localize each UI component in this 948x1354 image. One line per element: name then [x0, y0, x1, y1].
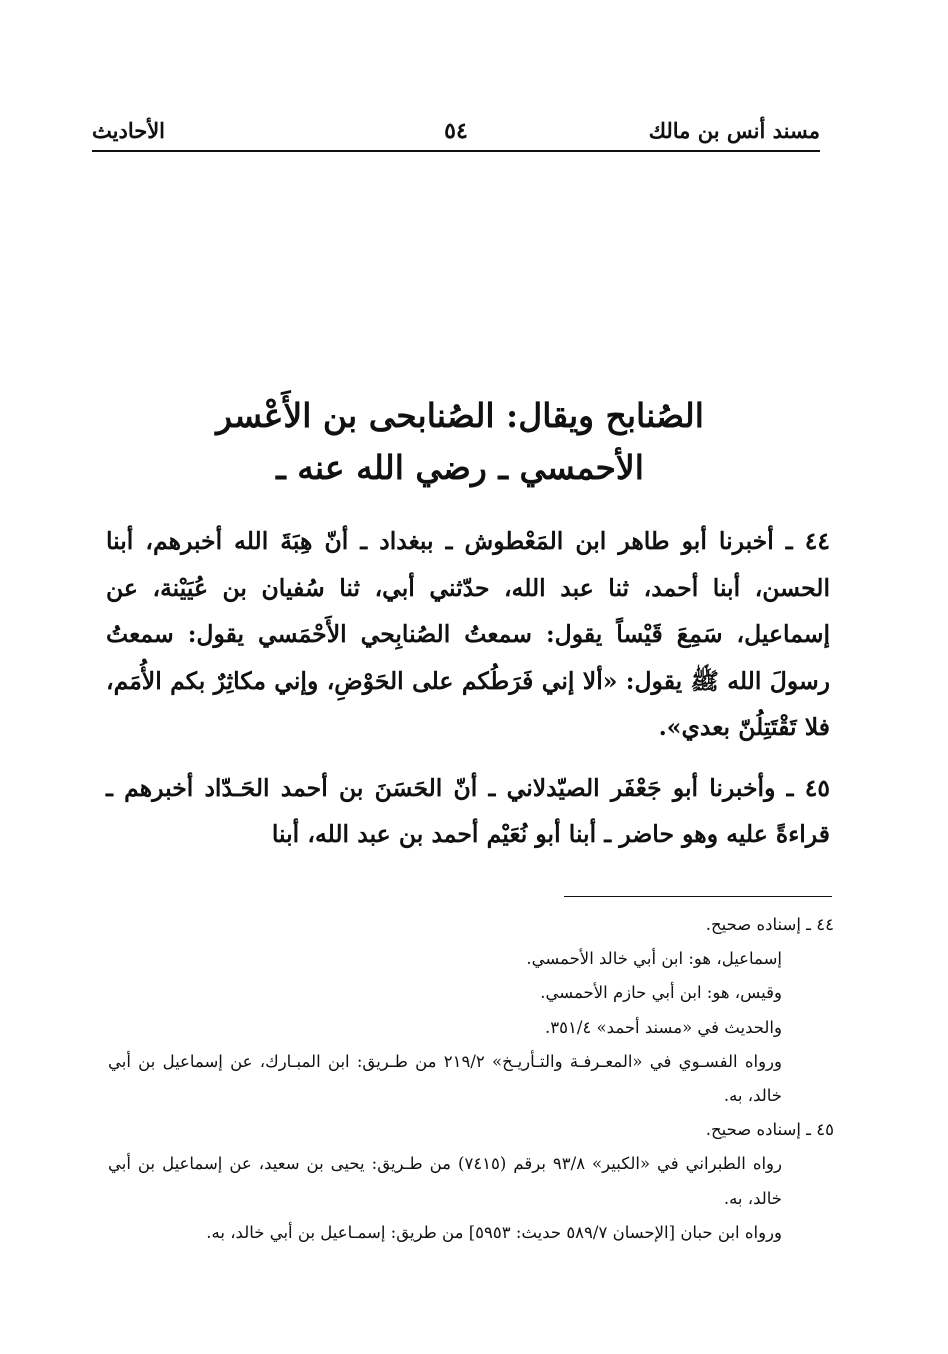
hadith-45 [106, 765, 830, 858]
hadith-text: ـ وأخبرنا أبو جَعْفَر الصيّدلاني ـ أنّ الحَسَنَ بن أحمد الحَـدّاد أخبرهم ـ قراءةً عليه وهو حاضر ـ أبنا أبو نُعَيْم أحمد بن عبد الله، أبنا [106, 773, 830, 848]
footnote-44 [108, 908, 834, 1113]
footnote-grading: ـ إسناده صحيح. [705, 915, 812, 934]
hadith-text: ـ أخبرنا أبو طاهر ابن المَعْطوش ـ ببغداد ـ أنّ هِبَةَ الله أخبرهم، أبنا الحسن، أبنا أحمد، ثنا عبد الله، حدّثني أبي، ثنا سُفيان بن عُيَيْنة، عن إسماعيل، سَمِعَ قَيْساً يقول: سمعتُ الصُنابِحي الأَحْمَسي يقول: سمعتُ رسولَ الله ﷺ يقول: «ألا إني فَرَطُكم على الحَوْضِ، وإني مكاثِرٌ بكم الأُمَم، فلا تَقْتَتِلُنّ بعدي». [106, 527, 830, 741]
footnote-line: ورواه الفسـوي في «المعـرفـة والتـأريـخ» ٢١٩/٢ من طـريق: ابن المبـارك، عن إسماعيل بن أبي خالد، به. [108, 1051, 782, 1106]
chapter-heading [100, 390, 820, 494]
hadith-body [106, 518, 830, 872]
footnote-line: إسماعيل، هو: ابن أبي خالد الأحمسي. [526, 949, 782, 969]
footnote-line: وقيس، هو: ابن أبي حازم الأحمسي. [540, 983, 782, 1003]
hadith-number: ٤٤ [804, 527, 830, 555]
footnote-separator [564, 896, 832, 897]
book-title: مسند أنس بن مالك [648, 118, 820, 143]
footnote-line: والحديث في «مسند أحمد» ٣٥١/٤. [545, 1017, 782, 1037]
chapter-heading-line-1: الصُنابح ويقال: الصُنابحى بن الأَعْسر [216, 396, 704, 435]
section-title: الأحاديث [92, 118, 166, 143]
running-header [92, 116, 820, 152]
page-number: ٥٤ [444, 118, 468, 144]
footnote-grading: ـ إسناده صحيح. [705, 1120, 812, 1140]
footnote-number: ٤٤ [816, 915, 834, 934]
footnote-head [108, 908, 834, 942]
footnote-head [108, 1113, 834, 1147]
footnotes [108, 908, 834, 1250]
footnote-line: رواه الطبراني في «الكبير» ٩٣/٨ برقم (٧٤١٥) من طـريق: يحيى بن سعيد، عن إسماعيل بن أبي خالد، به. [108, 1154, 782, 1208]
footnote-45 [108, 1113, 834, 1250]
chapter-heading-line-2: الأحمسي ـ رضي الله عنه ـ [276, 448, 644, 487]
footnote-line: ورواه ابن حبان [الإحسان ٥٨٩/٧ حديث: ٥٩٥٣] من طريق: إسمـاعيل بن أبي خالد، به. [206, 1222, 782, 1242]
hadith-number: ٤٥ [804, 773, 830, 802]
footnote-number: ٤٥ [816, 1120, 834, 1140]
hadith-44 [106, 518, 830, 751]
